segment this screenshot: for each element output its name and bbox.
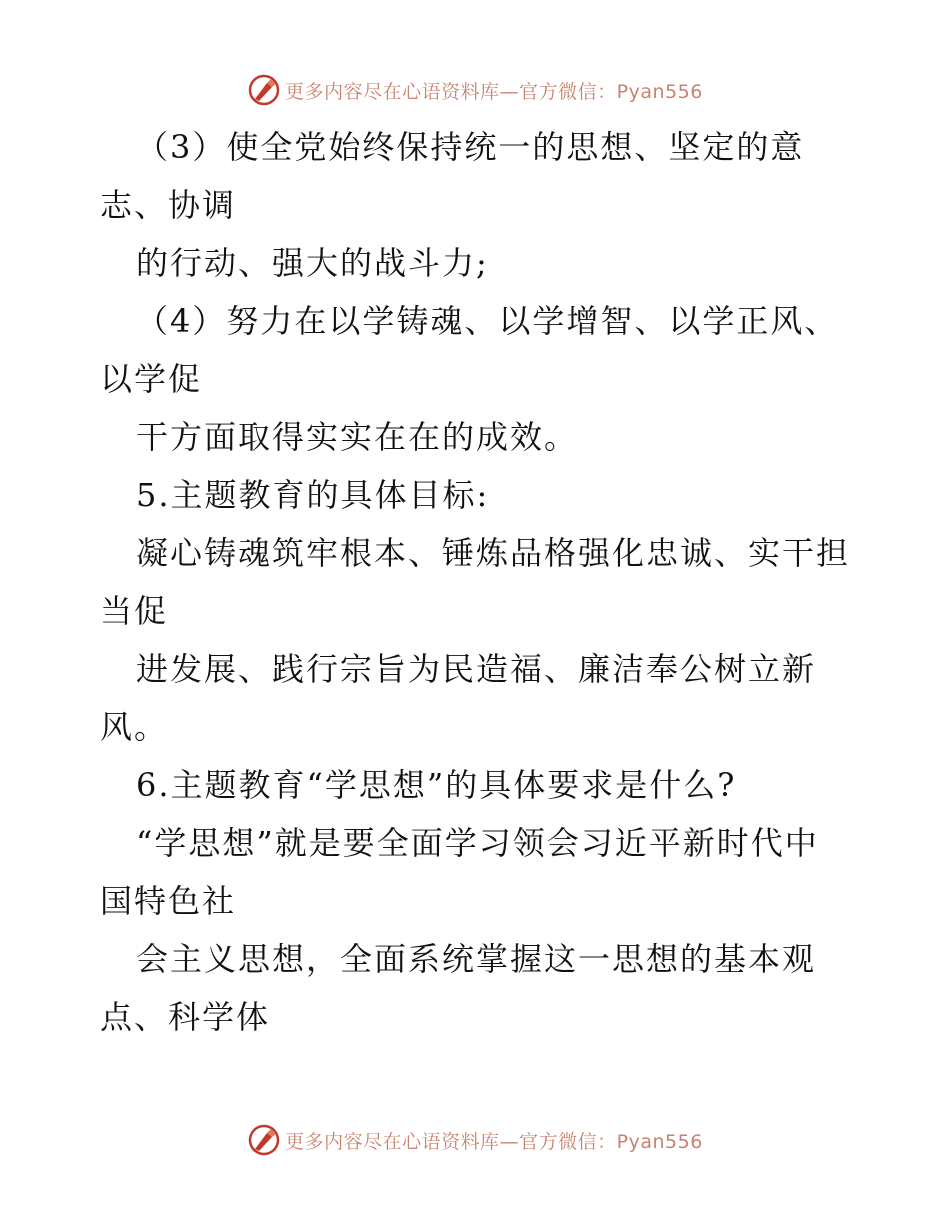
body-line: （3）使全党始终保持统一的思想、坚定的意 [136, 128, 805, 166]
body-line: 凝心铸魂筑牢根本、锤炼品格强化忠诚、实干担 [136, 534, 851, 572]
body-line: “学思想”就是要全面学习领会习近平新时代中 [136, 824, 819, 862]
footer-banner [0, 1120, 950, 1160]
pen-nib-logo-icon [247, 1123, 281, 1157]
body-line: 6.主题教育“学思想”的具体要求是什么? [136, 766, 737, 804]
header-banner-text: 更多内容尽在心语资料库—官方微信：Pyan556 [285, 80, 703, 103]
footer-banner-text: 更多内容尽在心语资料库—官方微信：Pyan556 [285, 1130, 703, 1153]
body-line: 以学促 [100, 360, 203, 398]
body-line: 当促 [100, 592, 169, 630]
body-line: 志、协调 [100, 186, 237, 224]
body-line: 点、科学体 [100, 998, 271, 1036]
body-line: 国特色社 [100, 882, 237, 920]
body-line: 进发展、践行宗旨为民造福、廉洁奉公树立新 [136, 650, 817, 688]
body-line: 的行动、强大的战斗力; [136, 244, 489, 282]
body-line: （4）努力在以学铸魂、以学增智、以学正风、 [136, 302, 839, 340]
body-line: 干方面取得实实在在的成效。 [136, 418, 579, 456]
document-body [100, 118, 860, 1046]
header-banner [0, 70, 950, 110]
body-line: 5.主题教育的具体目标: [136, 476, 490, 514]
body-line: 风。 [100, 708, 169, 746]
pen-nib-logo-icon [247, 73, 281, 107]
body-line: 会主义思想，全面系统掌握这一思想的基本观 [136, 940, 817, 978]
